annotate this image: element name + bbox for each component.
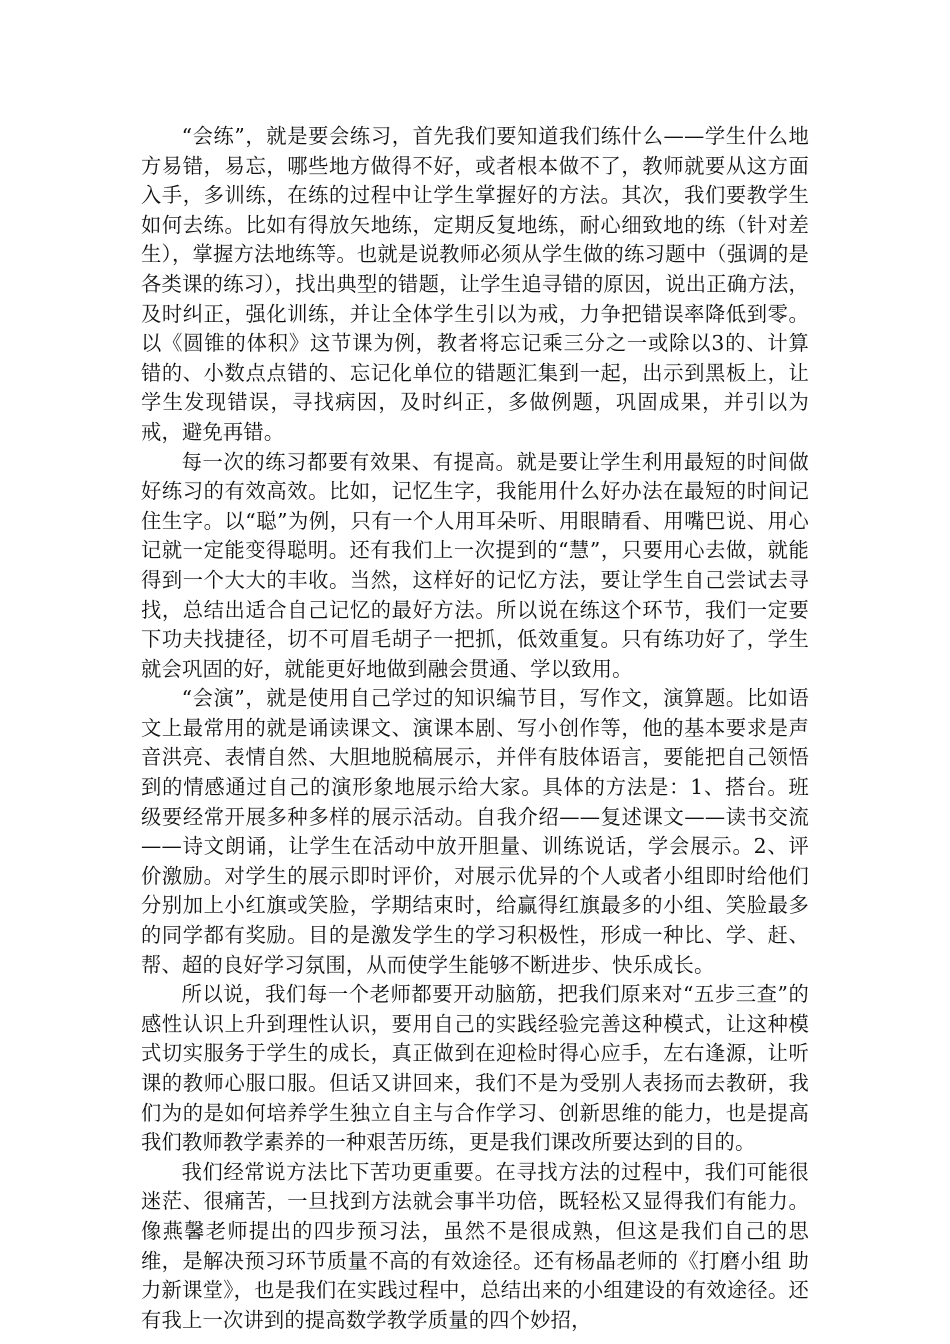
paragraph-suo-yi-shuo: 所以说，我们每一个老师都要开动脑筋，把我们原来对“五步三查”的感性认识上升到理性认识，要用自己的实践经验完善这种模式，让这种模式切实服务于学生的成长，真正做到在迎检时得心应手，左右逢源，让听课的教师心服口服。但话又讲回来，我们不是为受别人表扬而去教研，我们为的是如何培养学生独立自主与合作学习、创新思维的能力，也是提高我们教师教学素养的一种艰苦历练，更是我们课改所要达到的目的。 [141,982,809,1155]
document-body [141,122,809,1335]
paragraph-lian-xi-xiao-guo: 每一次的练习都要有效果、有提高。就是要让学生利用最短的时间做好练习的有效高效。比如，记忆生字，我能用什么好办法在最短的时间记住生字。以“聪”为例，只有一个人用耳朵听、用眼睛看、用嘴巴说、用心记就一定能变得聪明。还有我们上一次提到的“慧”，只要用心去做，就能得到一个大大的丰收。当然，这样好的记忆方法，要让学生自己尝试去寻找，总结出适合自己记忆的最好方法。所以说在练这个环节，我们一定要下功夫找捷径，切不可眉毛胡子一把抓，低效重复。只有练功好了，学生就会巩固的好，就能更好地做到融会贯通、学以致用。 [141,449,809,681]
paragraph-fang-fa: 我们经常说方法比下苦功更重要。在寻找方法的过程中，我们可能很迷茫、很痛苦，一旦找到方法就会事半功倍，既轻松又显得我们有能力。像燕馨老师提出的四步预习法，虽然不是很成熟，但这是我们自己的思维，是解决预习环节质量不高的有效途径。还有杨晶老师的《打磨小组 助力新课堂》，也是我们在实践过程中，总结出来的小组建设的有效途径。还有我上一次讲到的提高数学教学质量的四个妙招， [141,1159,809,1332]
paragraph-hui-yan: “会演”，就是使用自己学过的知识编节目，写作文，演算题。比如语文上最常用的就是诵读课文、演课本剧、写小创作等，他的基本要求是声音洪亮、表情自然、大胆地脱稿展示，并伴有肢体语言，要能把自己领悟到的情感通过自己的演形象地展示给大家。具体的方法是：1、搭台。班级要经常开展多种多样的展示活动。自我介绍——复述课文——读书交流——诗文朗诵，让学生在活动中放开胆量、训练说话，学会展示。2、评价激励。对学生的展示即时评价，对展示优异的个人或者小组即时给他们分别加上小红旗或笑脸，学期结束时，给赢得红旗最多的小组、笑脸最多的同学都有奖励。目的是激发学生的学习积极性，形成一种比、学、赶、帮、超的良好学习氛围，从而使学生能够不断进步、快乐成长。 [141,686,809,977]
paragraph-hui-lian: “会练”，就是要会练习，首先我们要知道我们练什么——学生什么地方易错，易忘，哪些地方做得不好，或者根本做不了，教师就要从这方面入手，多训练，在练的过程中让学生掌握好的方法。其次，我们要教学生如何去练。比如有得放矢地练，定期反复地练，耐心细致地的练（针对差生），掌握方法地练等。也就是说教师必须从学生做的练习题中（强调的是各类课的练习），找出典型的错题，让学生追寻错的原因，说出正确方法，及时纠正，强化训练，并让全体学生引以为戒，力争把错误率降低到零。以《圆锥的体积》这节课为例，教者将忘记乘三分之一或除以3的、计算错的、小数点点错的、忘记化单位的错题汇集到一起，出示到黑板上，让学生发现错误，寻找病因，及时纠正，多做例题，巩固成果，并引以为戒，避免再错。 [141,124,809,444]
